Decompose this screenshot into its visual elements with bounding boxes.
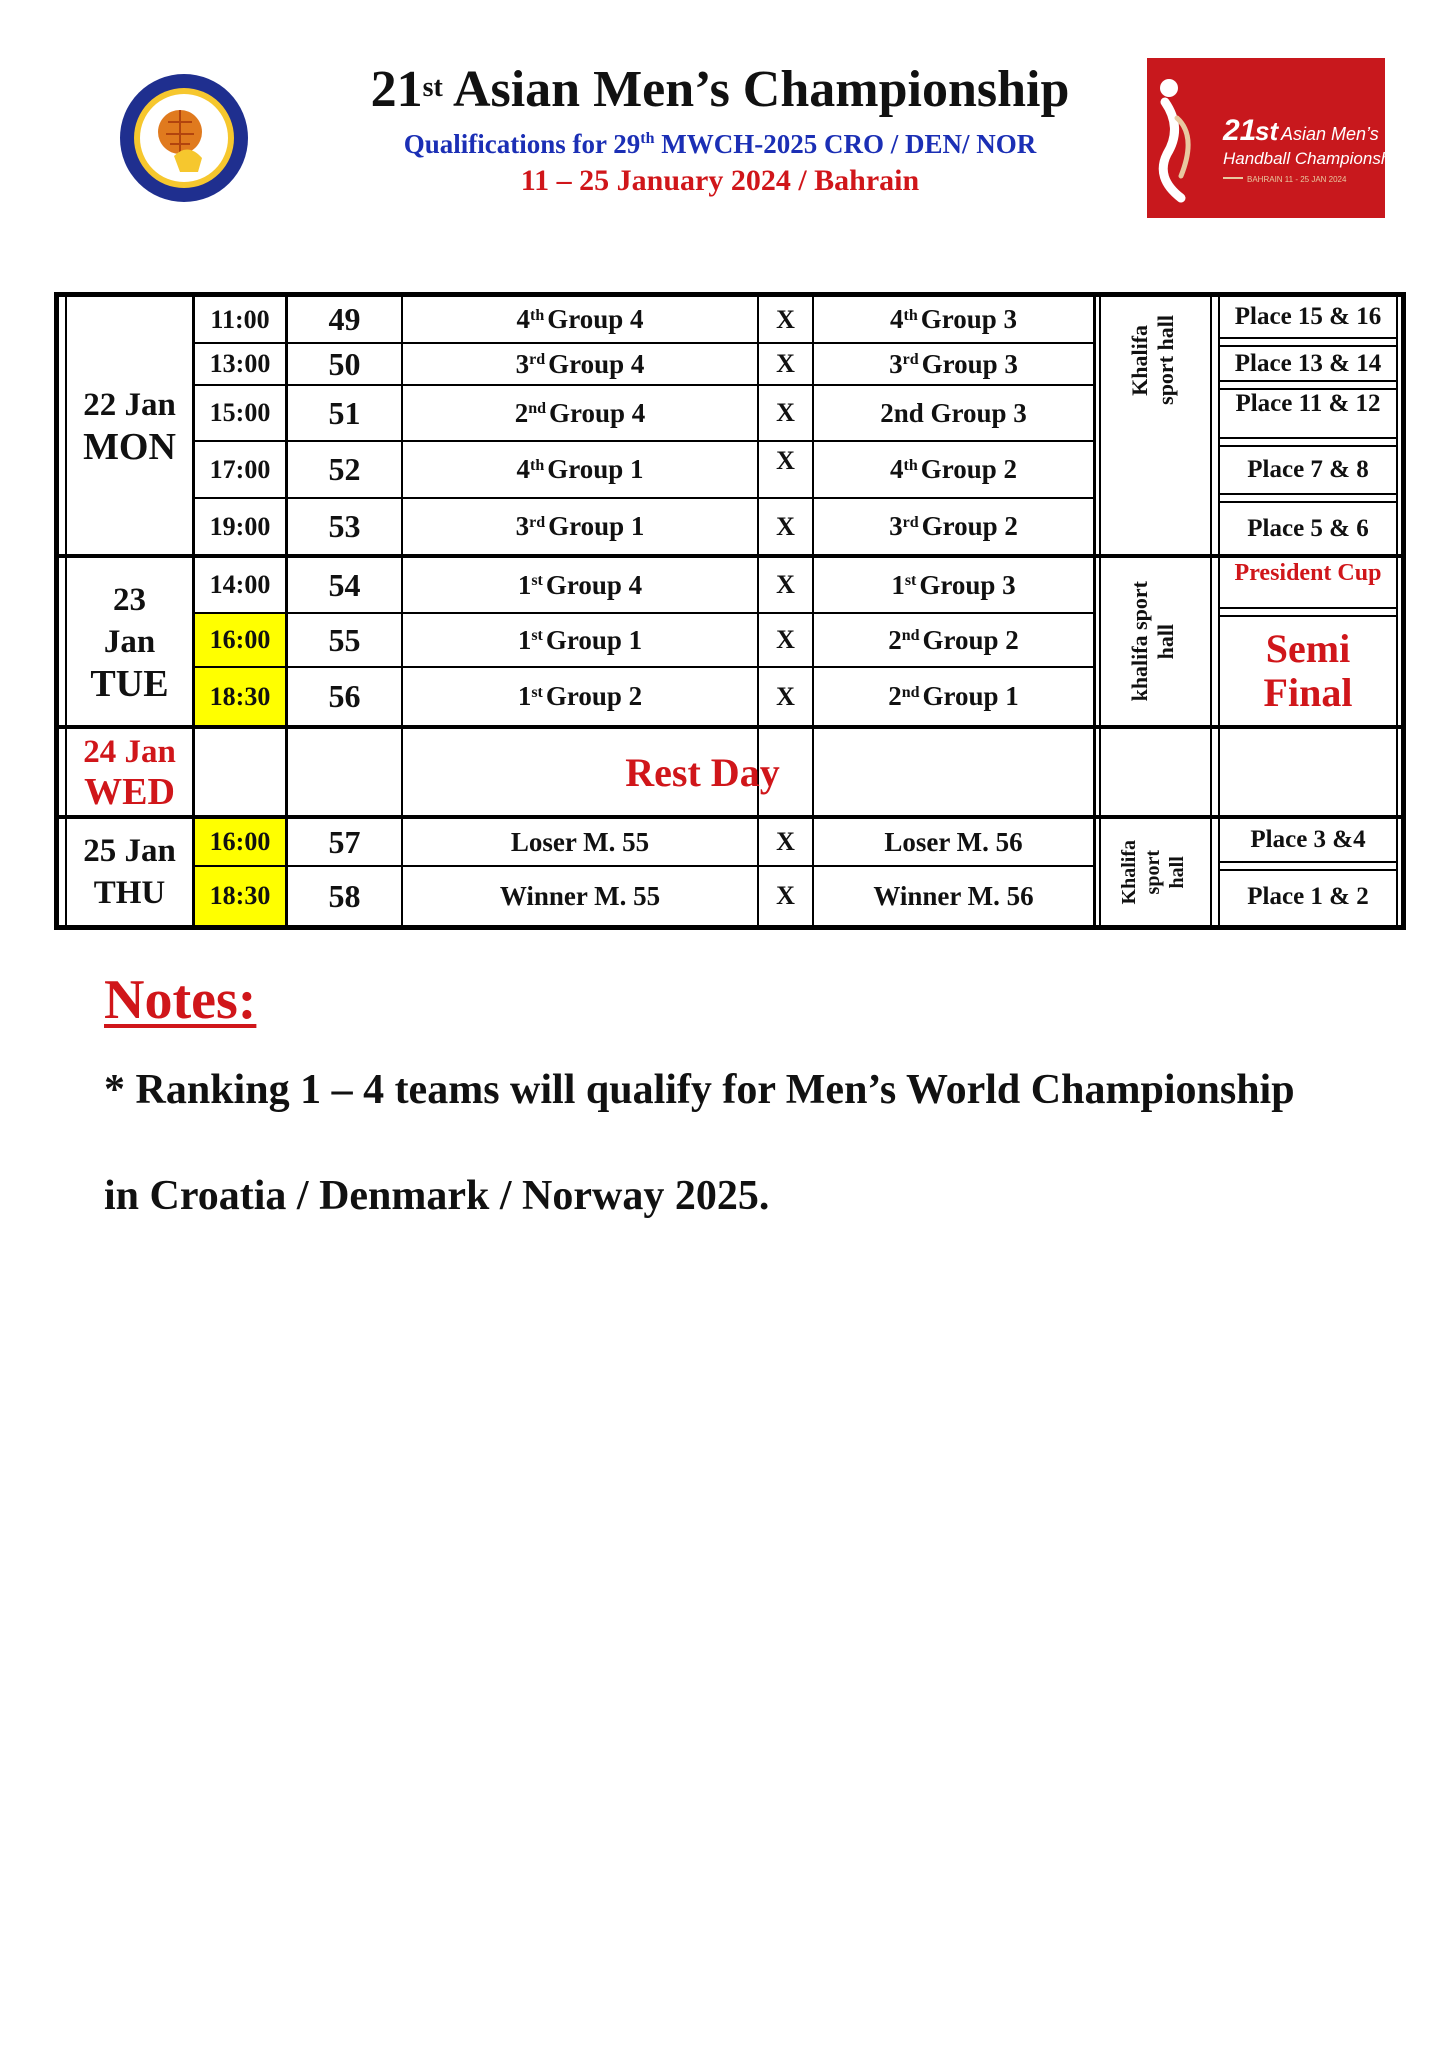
ordinal-suffix: nd — [901, 683, 920, 701]
ordinal-suffix: th — [529, 306, 545, 324]
team-group: Group 4 — [548, 348, 645, 379]
team-group: Group 3 — [920, 304, 1017, 334]
away-team: 2nd Group 3 — [880, 397, 1027, 428]
home-team — [403, 499, 757, 554]
team-group: Group 2 — [921, 511, 1018, 541]
match-time: 11:00 — [210, 304, 270, 334]
team-group: Group 2 — [920, 454, 1017, 484]
place-label: Place 13 & 14 — [1234, 349, 1382, 377]
rest-day-label: Rest Day — [625, 749, 780, 795]
match-time: 16:00 — [195, 614, 285, 666]
match-number: 50 — [328, 345, 361, 382]
ordinal-suffix: st — [531, 683, 543, 701]
match-time: 14:00 — [209, 570, 271, 599]
team-group: Group 2 — [922, 624, 1019, 655]
venue-cell-1 — [1096, 297, 1210, 554]
match-number: 55 — [328, 621, 361, 658]
day-date: 23 — [113, 581, 146, 618]
ordinal-suffix: rd — [902, 351, 919, 368]
place-label: Place 3 &4 — [1250, 826, 1366, 853]
match-time: 13:00 — [209, 349, 271, 378]
schedule-table — [54, 292, 1406, 930]
home-team — [403, 442, 757, 497]
place-label: Place 15 & 16 — [1234, 303, 1382, 330]
team-group: Group 1 — [547, 454, 644, 484]
team-group: Group 3 — [919, 569, 1016, 600]
final-label: Final — [1263, 670, 1353, 715]
day-weekday: TUE — [90, 662, 169, 705]
team-group: Group 1 — [545, 624, 643, 655]
venue-label: Khalifa sport hall — [1118, 839, 1188, 905]
ordinal-number: 1 — [891, 569, 905, 600]
home-team — [403, 344, 757, 384]
note-line-2: in Croatia / Denmark / Norway 2025. — [104, 1173, 770, 1219]
day-weekday: WED — [84, 771, 175, 813]
match-number: 57 — [328, 823, 361, 860]
ordinal-number: 2 — [514, 397, 529, 428]
asian-handball-federation-logo — [118, 72, 250, 204]
ordinal-suffix: rd — [902, 513, 919, 531]
ordinal-suffix: nd — [901, 627, 920, 644]
away-team — [814, 558, 1093, 612]
home-team: Winner M. 55 — [499, 880, 661, 911]
ordinal-number: 1 — [517, 681, 532, 711]
away-team — [814, 668, 1093, 725]
semi-final-label — [1220, 617, 1396, 725]
event-dates: 11 – 25 January 2024 / Bahrain — [520, 164, 920, 197]
ordinal-number: 4 — [889, 454, 904, 484]
home-team — [403, 668, 757, 725]
away-team — [814, 442, 1093, 497]
match-time: 19:00 — [209, 511, 271, 541]
team-group: Group 4 — [547, 304, 644, 334]
away-team: Loser M. 56 — [884, 826, 1023, 857]
place-label: Place 11 & 12 — [1235, 390, 1381, 417]
ordinal-suffix: rd — [529, 513, 546, 531]
president-cup-label: President Cup — [1234, 559, 1382, 586]
ordinal-number: 3 — [889, 348, 903, 379]
match-number: 58 — [328, 877, 361, 914]
day-weekday: MON — [83, 425, 176, 468]
ordinal-number: 3 — [515, 511, 530, 541]
match-number: 56 — [328, 678, 361, 714]
ordinal-suffix: th — [903, 306, 918, 324]
place-label: Place 1 & 2 — [1247, 883, 1369, 910]
versus-mark: X — [776, 625, 795, 654]
semi-label: Semi — [1265, 626, 1351, 671]
ordinal-number: 4 — [516, 304, 530, 334]
ordinal-suffix: th — [529, 456, 545, 474]
versus-mark: X — [776, 446, 795, 475]
ordinal-number: 2 — [888, 681, 902, 711]
match-time: 18:30 — [195, 668, 285, 725]
ordinal-number: 4 — [889, 304, 904, 334]
main-title: 21st Asian Men’s Championship — [370, 61, 1070, 118]
ordinal-number: 3 — [515, 348, 530, 379]
logo-st: st — [1255, 116, 1279, 146]
match-time: 16:00 — [195, 819, 285, 865]
away-team — [814, 614, 1093, 666]
day-date: 24 Jan — [83, 734, 176, 770]
title-block — [300, 58, 1140, 201]
match-number: 54 — [328, 566, 361, 603]
away-team — [814, 344, 1093, 384]
ordinal-suffix: st — [531, 572, 543, 589]
ordinal-number: 3 — [889, 511, 903, 541]
home-team — [403, 297, 757, 342]
team-group: Group 1 — [548, 511, 645, 541]
match-number: 52 — [328, 451, 361, 487]
match-time: 17:00 — [209, 454, 271, 484]
home-team — [403, 558, 757, 612]
day-cell-thu — [67, 819, 192, 925]
notes-title: Notes: — [104, 969, 257, 1031]
match-number: 53 — [328, 508, 361, 544]
match-time: 18:30 — [195, 867, 285, 925]
away-team — [814, 499, 1093, 554]
day-date: 25 Jan — [83, 833, 176, 869]
versus-mark: X — [776, 570, 795, 599]
day-month: Jan — [103, 623, 156, 660]
versus-mark: X — [776, 827, 795, 856]
versus-mark: X — [776, 681, 795, 711]
day-cell-mon — [67, 297, 192, 554]
versus-mark: X — [776, 349, 795, 378]
championship-logo — [1147, 58, 1404, 218]
venue-label: Khalifa sport hall — [1127, 315, 1178, 405]
day-date: 22 Jan — [83, 386, 176, 423]
ordinal-suffix: rd — [529, 351, 546, 368]
venue-label: khalifa sport hall — [1127, 581, 1178, 702]
logo-line1: Asian Men’s — [1281, 124, 1379, 144]
venue-cell-3 — [1096, 819, 1210, 925]
subtitle: Qualifications for 29th MWCH-2025 CRO / DEN/ NOR — [403, 129, 1037, 159]
match-time: 15:00 — [209, 398, 271, 427]
away-team — [814, 297, 1093, 342]
team-group: Group 3 — [921, 348, 1018, 379]
logo-line2: Handball Championship — [1223, 149, 1404, 168]
versus-mark: X — [776, 304, 795, 334]
team-group: Group 1 — [922, 681, 1019, 711]
match-number: 51 — [328, 394, 361, 431]
logo-line3: BAHRAIN 11 - 25 JAN 2024 — [1247, 175, 1347, 184]
day-cell-tue — [67, 558, 192, 725]
home-team — [403, 386, 757, 440]
day-cell-wed — [67, 729, 192, 815]
home-team: Loser M. 55 — [510, 826, 650, 857]
team-group: Group 4 — [549, 397, 646, 428]
ordinal-number: 2 — [888, 624, 902, 655]
versus-mark: X — [776, 881, 795, 910]
versus-mark: X — [776, 511, 795, 541]
team-group: Group 2 — [545, 681, 643, 711]
ordinal-suffix: nd — [528, 400, 546, 417]
ordinal-suffix: st — [531, 627, 543, 644]
day-weekday: THU — [93, 875, 166, 911]
place-label: Place 7 & 8 — [1247, 456, 1369, 483]
place-label: Place 5 & 6 — [1247, 514, 1369, 542]
match-number: 49 — [328, 301, 361, 337]
header — [0, 0, 1448, 230]
team-group: Group 4 — [545, 569, 643, 600]
ordinal-suffix: st — [904, 572, 917, 589]
away-team: Winner M. 56 — [873, 880, 1034, 911]
ordinal-number: 1 — [517, 624, 532, 655]
ordinal-number: 1 — [517, 569, 532, 600]
versus-mark: X — [776, 398, 795, 427]
home-team — [403, 614, 757, 666]
note-line-1: * Ranking 1 – 4 teams will qualify for Men’s World Championship — [104, 1067, 1295, 1113]
ordinal-suffix: th — [903, 456, 918, 474]
logo-number: 21 — [1223, 114, 1257, 147]
ordinal-number: 4 — [516, 454, 530, 484]
venue-cell-2 — [1096, 558, 1210, 725]
